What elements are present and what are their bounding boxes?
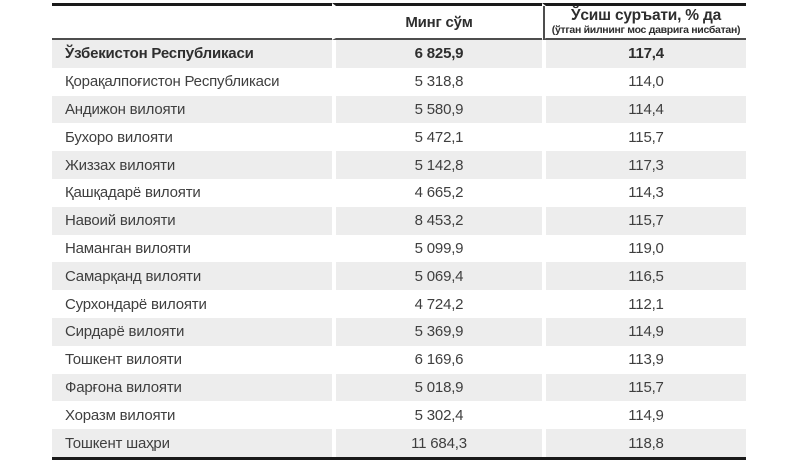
growth-cell: 118,8 — [542, 429, 746, 457]
table-row — [52, 374, 746, 402]
amount-cell: 6 169,6 — [332, 346, 542, 374]
table-row — [52, 123, 746, 151]
region-name-cell: Қашқадарё вилояти — [65, 184, 201, 202]
table-row — [52, 290, 746, 318]
region-name-cell: Бухоро вилояти — [65, 128, 173, 146]
region-name-cell: Тошкент шаҳри — [52, 429, 332, 457]
region-name-cell: Сурхондарё вилояти — [65, 295, 207, 313]
header-amount-cell — [332, 3, 542, 40]
header-region-cell — [52, 3, 332, 40]
table-row — [52, 151, 746, 179]
table-row — [52, 318, 746, 346]
table-row — [52, 262, 746, 290]
table-row — [52, 346, 746, 374]
region-name-cell: Наманган вилояти — [65, 239, 191, 257]
amount-cell: 11 684,3 — [332, 429, 542, 457]
table-row — [52, 207, 746, 235]
amount-cell: 5 580,9 — [332, 96, 542, 124]
growth-cell: 115,7 — [542, 123, 746, 151]
table-row — [52, 179, 746, 207]
region-name-cell: Жиззах вилояти — [52, 151, 332, 179]
growth-cell: 112,1 — [542, 290, 746, 318]
amount-cell: 4 665,2 — [332, 179, 542, 207]
amount-cell: 6 825,9 — [332, 40, 542, 68]
growth-cell: 119,0 — [542, 235, 746, 263]
growth-cell: 114,9 — [542, 318, 746, 346]
growth-cell: 113,9 — [542, 346, 746, 374]
region-name-cell: Ўзбекистон Республикаси — [52, 40, 332, 68]
amount-cell: 5 318,8 — [332, 68, 542, 96]
header-amount-label: Минг сўм — [405, 14, 473, 31]
table-row-total — [52, 40, 746, 68]
amount-cell: 5 472,1 — [332, 123, 542, 151]
table-row — [52, 429, 746, 457]
region-name-cell: Самарқанд вилояти — [52, 262, 332, 290]
table-row — [52, 68, 746, 96]
header-growth-label: Ўсиш суръати, % да — [570, 7, 722, 24]
amount-cell: 4 724,2 — [332, 290, 542, 318]
growth-cell: 114,3 — [542, 179, 746, 207]
amount-cell: 5 369,9 — [332, 318, 542, 346]
region-name-cell: Навоий вилояти — [52, 207, 332, 235]
region-name-cell: Тошкент вилояти — [65, 351, 182, 369]
growth-cell: 114,9 — [542, 401, 746, 429]
region-name-cell: Андижон вилояти — [52, 96, 332, 124]
growth-cell: 117,4 — [542, 40, 746, 68]
table-row — [52, 235, 746, 263]
growth-cell: 115,7 — [542, 374, 746, 402]
growth-cell: 115,7 — [542, 207, 746, 235]
growth-cell: 116,5 — [542, 262, 746, 290]
region-name-cell: Қорақалпоғистон Республикаси — [65, 73, 280, 91]
header-growth-cell — [542, 3, 746, 40]
amount-cell: 5 069,4 — [332, 262, 542, 290]
regional-stats-table — [52, 3, 746, 460]
amount-cell: 5 302,4 — [332, 401, 542, 429]
growth-cell: 114,4 — [542, 96, 746, 124]
amount-cell: 5 099,9 — [332, 235, 542, 263]
region-name-cell: Хоразм вилояти — [65, 406, 176, 424]
amount-cell: 8 453,2 — [332, 207, 542, 235]
table-row — [52, 96, 746, 124]
header-growth-note: (ўтган йилнинг мос даврига нисбатан) — [551, 24, 741, 36]
growth-cell: 114,0 — [542, 68, 746, 96]
amount-cell: 5 018,9 — [332, 374, 542, 402]
table-body — [52, 40, 746, 460]
table-row — [52, 401, 746, 429]
region-name-cell: Сирдарё вилояти — [52, 318, 332, 346]
growth-cell: 117,3 — [542, 151, 746, 179]
amount-cell: 5 142,8 — [332, 151, 542, 179]
region-name-cell: Фарғона вилояти — [52, 374, 332, 402]
table-header-row — [52, 3, 746, 40]
